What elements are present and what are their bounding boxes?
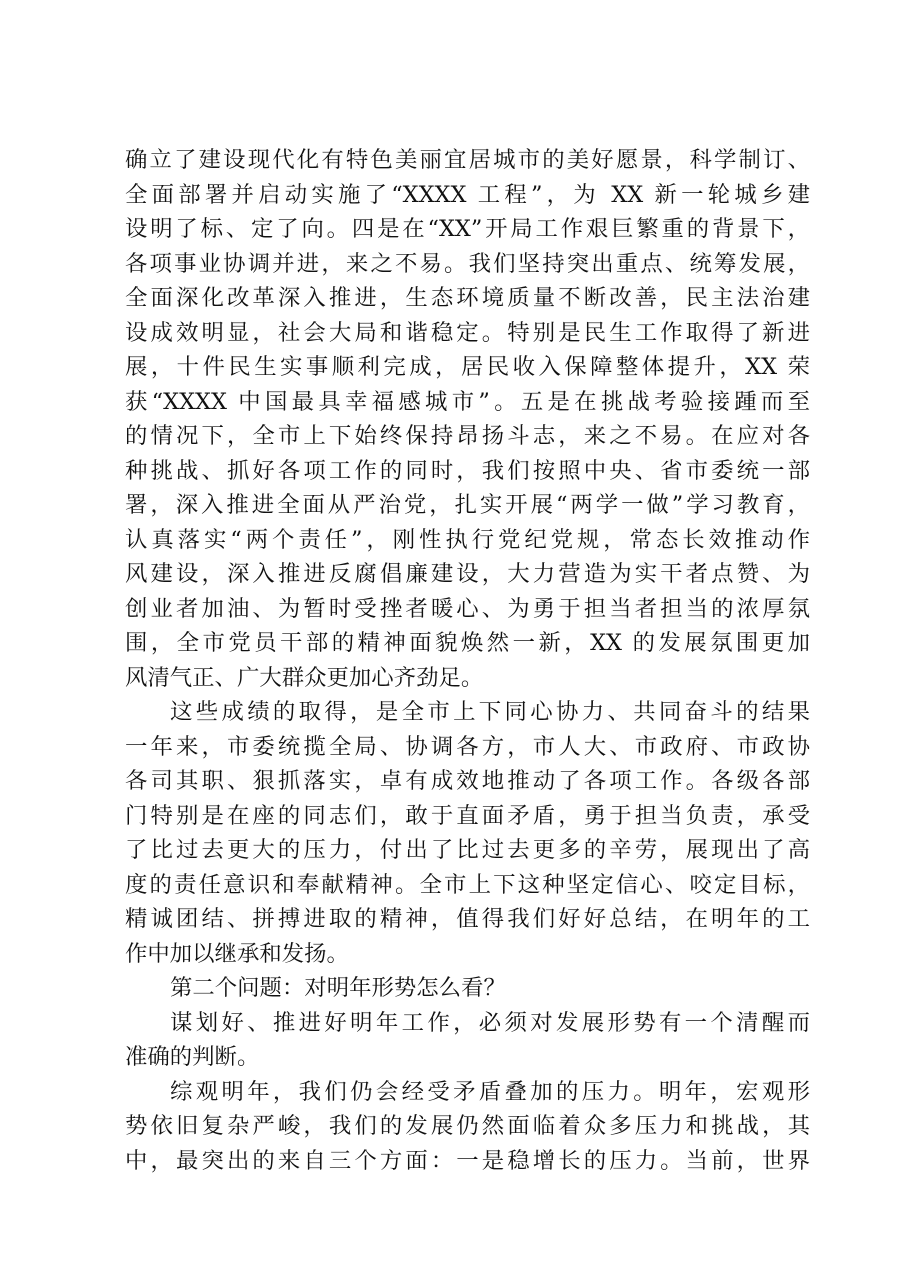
text-line: 风清气正、广大群众更加心齐劲足。 <box>125 664 484 691</box>
text-line: 门特别是在座的同志们，敢于直面矛盾，勇于担当负责，承受 <box>125 802 810 829</box>
text-line: 度的责任意识和奉献精神。全市上下这种坚定信心、咬定目标， <box>125 871 810 898</box>
text-line: 创业者加油、为暂时受挫者暖心、为勇于担当者担当的浓厚氛 <box>125 595 810 622</box>
text-line: 认真落实“两个责任”，刚性执行党纪党规，常态长效推动作 <box>125 526 810 553</box>
text-line: 第二个问题：对明年形势怎么看？ <box>170 975 506 1001</box>
text-line: 势依旧复杂严峻，我们的发展仍然面临着众多压力和挑战，其 <box>125 1113 810 1139</box>
text-line: 各司其职、狠抓落实，卓有成效地推动了各项工作。各级各部 <box>125 768 810 794</box>
text-line: 作中加以继承和发扬。 <box>125 940 349 967</box>
text-line: 这些成绩的取得，是全市上下同心协力、共同奋斗的结果 <box>170 699 810 725</box>
text-line: 围，全市党员干部的精神面貌焕然一新，XX 的发展氛围更加 <box>125 630 810 656</box>
text-line: 一年来，市委统揽全局、协调各方，市人大、市政府、市政协 <box>125 733 810 760</box>
text-line: 设成效明显，社会大局和谐稳定。特别是民生工作取得了新进 <box>125 319 810 346</box>
text-line: 全面部署并启动实施了“XXXX 工程”，为 XX 新一轮城乡建 <box>125 181 810 208</box>
text-line: 设明了标、定了向。四是在“XX”开局工作艰巨繁重的背景下， <box>125 216 810 242</box>
text-line: 综观明年，我们仍会经受矛盾叠加的压力。明年，宏观形 <box>170 1078 810 1105</box>
text-line: 各项事业协调并进，来之不易。我们坚持突出重点、统筹发展， <box>125 250 810 277</box>
paragraph <box>125 971 810 1006</box>
text-line: 精诚团结、拼搏进取的精神，值得我们好好总结，在明年的工 <box>125 906 810 932</box>
paragraph <box>125 1006 810 1075</box>
text-line: 展，十件民生实事顺利完成，居民收入保障整体提升，XX 荣 <box>125 354 810 380</box>
paragraph <box>125 143 810 695</box>
text-line: 获“XXXX 中国最具幸福感城市”。五是在挑战考验接踵而至 <box>125 388 810 415</box>
text-line: 的情况下，全市上下始终保持昂扬斗志，来之不易。在应对各 <box>125 423 810 449</box>
text-line: 了比过去更大的压力，付出了比过去更多的辛劳，展现出了高 <box>125 837 810 863</box>
text-line: 种挑战、抓好各项工作的同时，我们按照中央、省市委统一部 <box>125 457 810 484</box>
document-body <box>125 143 810 1178</box>
text-line: 准确的判断。 <box>125 1044 260 1070</box>
text-line: 署，深入推进全面从严治党，扎实开展“两学一做”学习教育， <box>125 492 810 518</box>
paragraph <box>125 695 810 971</box>
text-line: 风建设，深入推进反腐倡廉建设，大力营造为实干者点赞、为 <box>125 561 810 587</box>
text-line: 谋划好、推进好明年工作，必须对发展形势有一个清醒而 <box>170 1009 810 1036</box>
text-line: 确立了建设现代化有特色美丽宜居城市的美好愿景，科学制订、 <box>125 147 810 173</box>
paragraph <box>125 1075 810 1179</box>
text-line: 中，最突出的来自三个方面：一是稳增长的压力。当前，世界 <box>125 1147 810 1174</box>
text-line: 全面深化改革深入推进，生态环境质量不断改善，民主法治建 <box>125 285 810 311</box>
